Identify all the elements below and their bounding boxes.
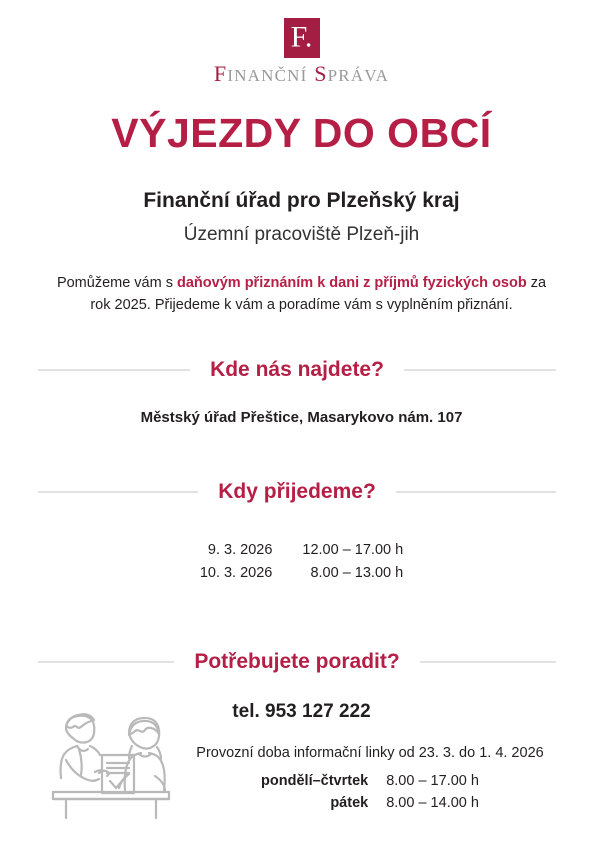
divider-right [420, 661, 556, 663]
hotline-hours [160, 771, 580, 815]
intro-tail: za rok 2025. Přijedeme k vám a poradíme vám s vyplněním přiznání. [90, 275, 547, 314]
visit-schedule [0, 540, 603, 586]
table-row [200, 540, 403, 563]
logo-mark-letter: F. [290, 20, 313, 54]
logo-wordmark-sprava: PRÁVA [327, 66, 390, 85]
section-heading-where-label: Kde nás najdete? [210, 358, 384, 381]
logo-wordmark-financni: INANČNÍ [227, 66, 308, 85]
hotline-days: pátek [330, 795, 369, 812]
logo-wordmark-f: F [213, 61, 228, 86]
financni-sprava-logo [0, 18, 603, 87]
table-row [261, 771, 479, 793]
venue-address: Městský úřad Přeštice, Masarykovo nám. 107 [140, 409, 463, 426]
intro-highlight: daňovým přiznáním k dani z příjmů fyzických osob [177, 275, 527, 291]
visit-date: 10. 3. 2026 [199, 565, 273, 582]
intro-lead: Pomůžeme vám s [56, 275, 178, 291]
hotline-hours-value: 8.00 – 14.00 h [386, 795, 479, 812]
logo-wordmark [0, 61, 603, 87]
logo-wordmark-s: S [314, 61, 328, 86]
section-heading-when [38, 480, 556, 504]
office-branch: Územní pracoviště Plzeň-jih [183, 224, 420, 245]
visit-time: 8.00 – 13.00 h [310, 565, 404, 582]
visit-date: 9. 3. 2026 [207, 542, 273, 558]
section-heading-advice-label: Potřebujete poradit? [194, 650, 400, 673]
table-row [200, 563, 403, 586]
hotline-note: Provozní doba informační linky od 23. 3. do 1. 4. 2026 [196, 745, 544, 761]
visit-time: 12.00 – 17.00 h [302, 542, 404, 558]
phone-number: tel. 953 127 222 [232, 701, 371, 722]
divider-right [396, 491, 556, 493]
section-heading-where [38, 358, 556, 382]
section-heading-when-label: Kdy přijedeme? [218, 480, 376, 503]
divider-right [404, 369, 556, 371]
hotline-days: pondělí–čtvrtek [261, 773, 369, 789]
table-row [261, 793, 479, 815]
intro-paragraph [50, 272, 553, 317]
divider-left [38, 491, 198, 493]
office-name: Finanční úřad pro Plzeňský kraj [143, 189, 460, 212]
hotline-hours-value: 8.00 – 17.00 h [386, 773, 479, 789]
logo-mark-square [284, 18, 320, 58]
divider-left [38, 661, 174, 663]
divider-left [38, 369, 190, 371]
section-heading-advice [38, 650, 556, 674]
page-title: VÝJEZDY DO OBCÍ [111, 110, 492, 156]
